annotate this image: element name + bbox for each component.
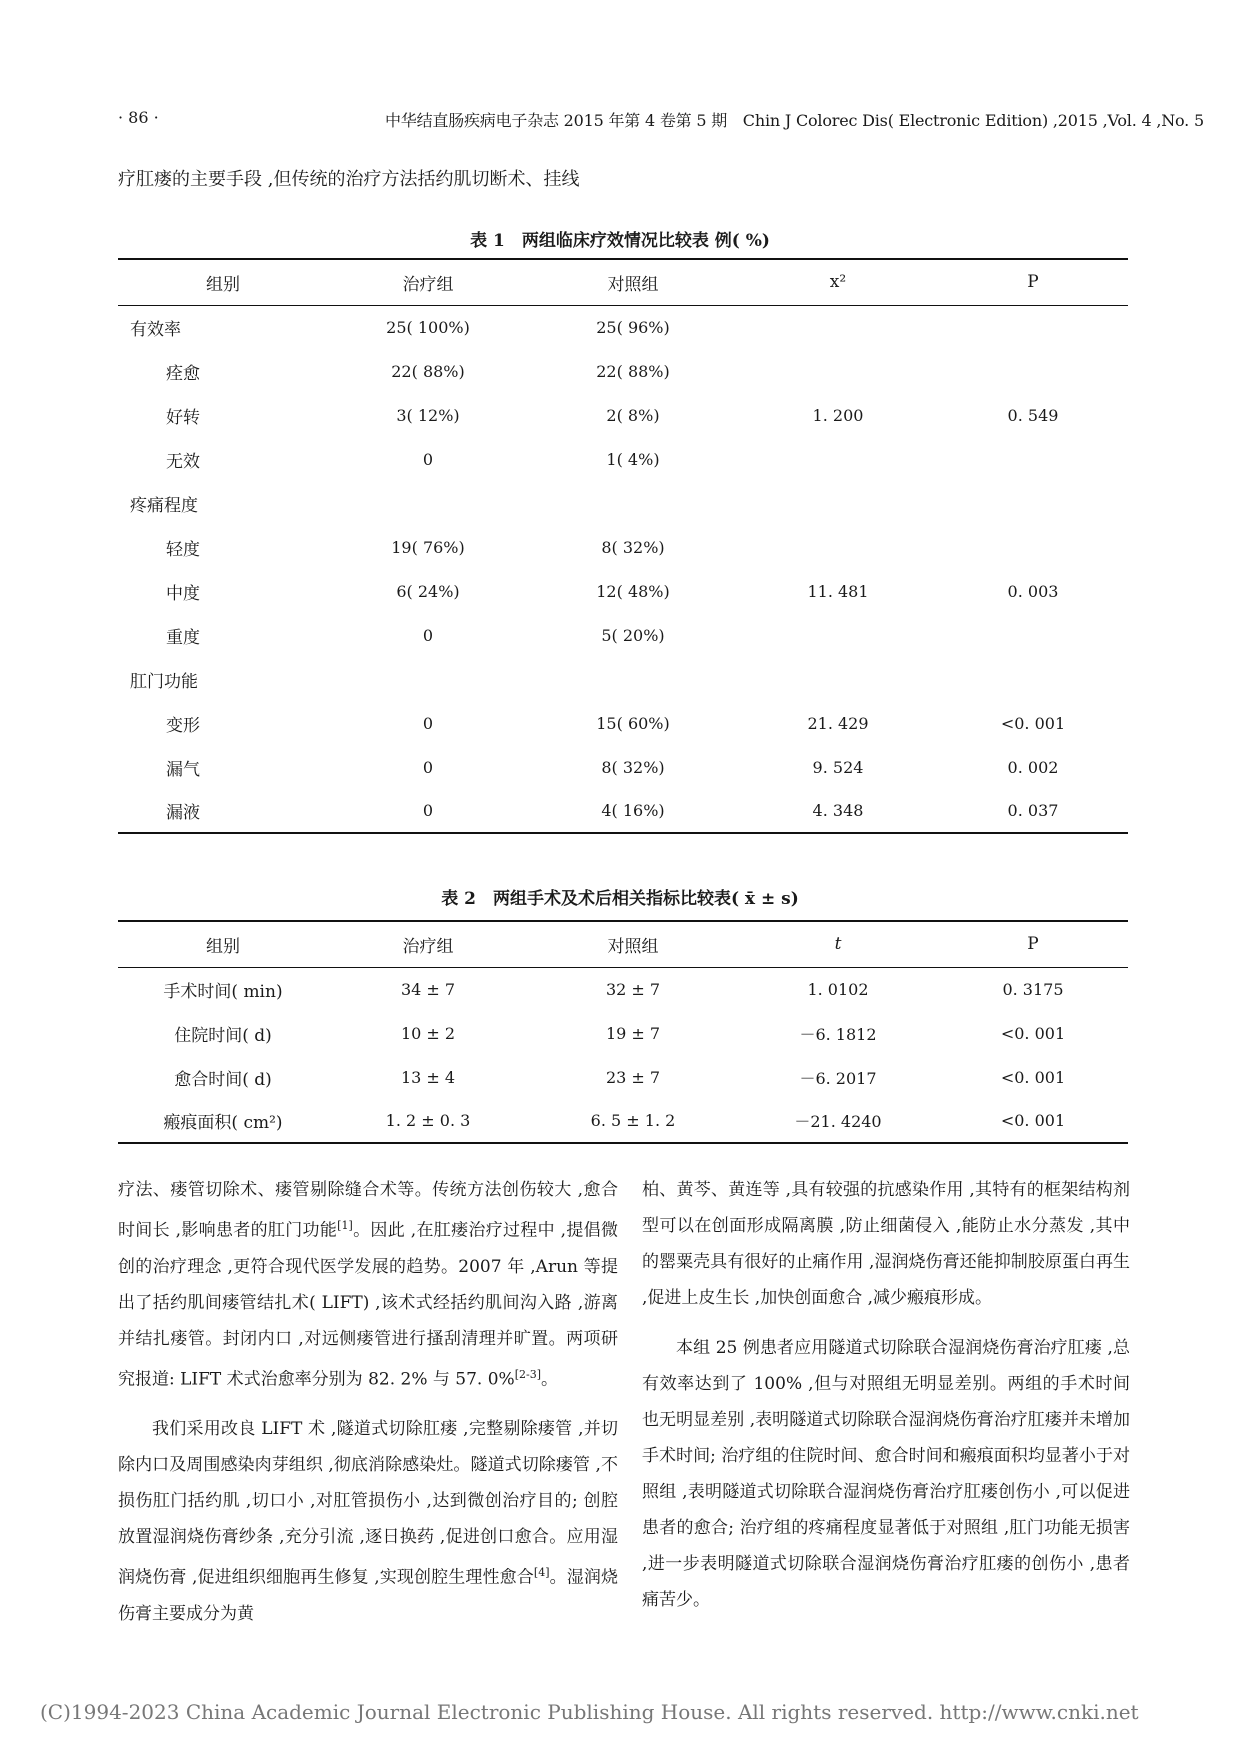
table-cell: 1( 4%) xyxy=(606,449,660,469)
group-label: 有效率 xyxy=(130,319,181,340)
copyright-footer: (C)1994-2023 China Academic Journal Electronic Publishing House. All rights reserved. http://www.cnki.net xyxy=(40,1700,1139,1724)
row-label: 无效 xyxy=(166,451,200,472)
paragraph xyxy=(118,1411,618,1632)
table-cell xyxy=(938,349,1128,393)
row-label: 痊愈 xyxy=(166,363,200,384)
table-row xyxy=(118,393,1128,437)
table-cell: 0. 003 xyxy=(1007,581,1059,601)
row-label: 漏气 xyxy=(166,759,200,780)
table-cell: 9. 524 xyxy=(812,757,864,777)
table-cell xyxy=(738,481,938,525)
citation: [1] xyxy=(337,1219,353,1232)
row-label: 重度 xyxy=(166,627,200,648)
table-cell: 0. 3175 xyxy=(1002,979,1064,999)
table-cell: 0. 037 xyxy=(1007,801,1059,820)
text-run: 。湿润烧伤膏主要成分为黄 xyxy=(118,1567,619,1624)
table-cell: 10 ± 2 xyxy=(400,1023,456,1043)
paragraph: 本组 25 例患者应用隧道式切除联合湿润烧伤膏治疗肛瘘 ,总有效率达到了 100% ,但与对照组无明显差别。两组的手术时间也无明显差别 ,表明隧道式切除联合湿润烧伤膏治疗肛瘘并未增加手术时间; 治疗组的住院时间、愈合时间和瘢痕面积均显著小于对照组 ,表明隧道式切除联合湿润烧伤膏治疗肛瘘创伤小 ,可以促进患者的愈合; 治疗组的疼痛程度显著低于对照组 ,肛门功能无损害 ,进一步表明隧道式切除联合湿润烧伤膏治疗肛瘘的创伤小 ,患者痛苦少。 xyxy=(642,1338,1130,1610)
table-cell: 0. 002 xyxy=(1007,757,1059,777)
table-row xyxy=(118,1099,1128,1143)
table-cell: 21. 429 xyxy=(807,713,869,733)
paragraph xyxy=(118,1172,618,1397)
table-cell: 0 xyxy=(422,625,434,645)
table-cell xyxy=(738,657,938,701)
table2-header-row xyxy=(118,921,1128,967)
table-cell: 15( 60%) xyxy=(596,713,670,733)
table-cell: －6. 1812 xyxy=(799,1024,877,1044)
row-label: 变形 xyxy=(166,715,200,736)
table2 xyxy=(118,920,1128,1144)
table-cell xyxy=(938,525,1128,569)
table-cell: 32 ± 7 xyxy=(605,979,661,999)
table-cell: <0. 001 xyxy=(1000,1023,1066,1043)
table-cell xyxy=(328,481,528,525)
table-row xyxy=(118,437,1128,481)
table-cell: 8( 32%) xyxy=(601,537,665,557)
table-cell: 1. 2 ± 0. 3 xyxy=(385,1111,471,1130)
table2-header-cell: 治疗组 xyxy=(328,921,528,967)
table2-header-cell: P xyxy=(938,921,1128,967)
table-row xyxy=(118,789,1128,833)
row-label: 中度 xyxy=(166,583,200,604)
table-row xyxy=(118,305,1128,349)
row-label: 住院时间( d) xyxy=(174,1025,272,1046)
table-row xyxy=(118,613,1128,657)
table-cell: 4( 16%) xyxy=(601,801,665,820)
paragraph: 柏、黄芩、黄连等 ,具有较强的抗感染作用 ,其特有的框架结构剂型可以在创面形成隔离膜 ,防止细菌侵入 ,能防止水分蒸发 ,其中的罂粟壳具有很好的止痛作用 ,湿润烧伤膏还能抑制胶原蛋白再生 ,促进上皮生长 ,加快创面愈合 ,减少瘢痕形成。 xyxy=(642,1180,1130,1308)
table2-header-cell: 对照组 xyxy=(528,921,738,967)
table-cell xyxy=(528,481,738,525)
row-label: 漏液 xyxy=(166,803,200,823)
table-cell: <0. 001 xyxy=(1000,1067,1066,1087)
table-cell: 13 ± 4 xyxy=(400,1067,456,1087)
table-cell xyxy=(738,305,938,349)
table1-header-cell: 治疗组 xyxy=(328,259,528,305)
table-cell: 2( 8%) xyxy=(606,405,660,425)
table-cell: 1. 200 xyxy=(812,405,864,425)
table-cell xyxy=(738,613,938,657)
table-cell: －6. 2017 xyxy=(799,1068,877,1088)
table-row xyxy=(118,745,1128,789)
table-cell: <0. 001 xyxy=(1000,713,1066,733)
text-run: 我们采用改良 LIFT 术 ,隧道式切除肛瘘 ,完整剔除瘘管 ,并切除内口及周围感染肉芽组织 ,彻底消除感染灶。隧道式切除瘘管 ,不损伤肛门括约肌 ,切口小 ,对肛管损伤小 ,达到微创治疗目的; 创腔放置湿润烧伤膏纱条 ,充分引流 ,逐日换药 ,促进创口愈合。应用湿润烧伤膏 ,促进组织细胞再生修复 ,实现创腔生理性愈合 xyxy=(118,1419,618,1588)
table-cell: 6( 24%) xyxy=(396,581,460,601)
text-run: 。因此 ,在肛瘘治疗过程中 ,提倡微创的治疗理念 ,更符合现代医学发展的趋势。2007 年 ,Arun 等提出了括约肌间瘘管结扎术( LIFT) ,该术式经括约肌间沟入路 ,游离并结扎瘘管。封闭内口 ,对远侧瘘管进行搔刮清理并旷置。两项研究报道: LIFT 术式治愈率分别为 82. 2% 与 57. 0% xyxy=(118,1220,618,1390)
table-cell: 4. 348 xyxy=(812,801,864,820)
table-cell: 3( 12%) xyxy=(396,405,460,425)
table-cell: 6. 5 ± 1. 2 xyxy=(590,1111,676,1130)
table-cell: 23 ± 7 xyxy=(605,1067,661,1087)
table1-caption: 表 1 两组临床疗效情况比较表 例( %) xyxy=(470,231,770,251)
table2-caption: 表 2 两组手术及术后相关指标比较表( x̄ ± s) xyxy=(441,889,799,909)
table-cell: 0 xyxy=(422,713,434,733)
row-label: 轻度 xyxy=(166,539,200,560)
table-row xyxy=(118,481,1128,525)
table-cell: 22( 88%) xyxy=(391,361,465,381)
table-cell: 0 xyxy=(422,757,434,777)
table-cell: 0 xyxy=(422,801,434,820)
left-text-column xyxy=(118,1172,618,1632)
table-cell: 8( 32%) xyxy=(601,757,665,777)
table1-header-cell: P xyxy=(938,259,1128,305)
table-cell: 5( 20%) xyxy=(601,625,665,645)
table-row xyxy=(118,525,1128,569)
right-text-column xyxy=(642,1172,1130,1618)
table2-header-cell: t xyxy=(738,921,938,967)
text-run: 。 xyxy=(541,1369,558,1390)
table1-header-cell: x² xyxy=(738,259,938,305)
table1-header-cell: 对照组 xyxy=(528,259,738,305)
table-row xyxy=(118,701,1128,745)
table1-header-cell: 组别 xyxy=(118,259,328,305)
running-header: 中华结直肠疾病电子杂志 2015 年第 4 卷第 5 期 Chin J Colorec Dis( Electronic Edition) ,2015 ,Vol. 4 ,No. 5 xyxy=(385,111,1204,130)
row-label: 手术时间( min) xyxy=(163,981,283,1002)
table-cell xyxy=(738,437,938,481)
page-number: · 86 · xyxy=(118,108,159,127)
table-cell: 25( 100%) xyxy=(386,317,470,337)
table-cell xyxy=(938,613,1128,657)
table-cell: 11. 481 xyxy=(807,581,869,601)
table-cell xyxy=(738,349,938,393)
table-cell xyxy=(938,481,1128,525)
table-cell: 0. 549 xyxy=(1007,405,1059,425)
table1-header-row xyxy=(118,259,1128,305)
table-cell: 1. 0102 xyxy=(807,979,869,999)
table-cell: 25( 96%) xyxy=(596,317,670,337)
row-label: 瘢痕面积( cm²) xyxy=(163,1113,283,1133)
table-cell xyxy=(938,437,1128,481)
table-row xyxy=(118,657,1128,701)
table-row xyxy=(118,349,1128,393)
intro-text-line: 疗肛瘘的主要手段 ,但传统的治疗方法括约肌切断术、挂线 xyxy=(118,169,580,190)
row-label: 好转 xyxy=(166,407,200,428)
table-cell xyxy=(528,657,738,701)
table-cell xyxy=(328,657,528,701)
table-cell xyxy=(738,525,938,569)
table-cell: 19( 76%) xyxy=(391,537,465,557)
table-row xyxy=(118,967,1128,1011)
table-cell: 22( 88%) xyxy=(596,361,670,381)
group-label: 疼痛程度 xyxy=(130,495,198,516)
table-cell: 12( 48%) xyxy=(596,581,670,601)
table-cell xyxy=(938,305,1128,349)
group-label: 肛门功能 xyxy=(130,671,198,692)
citation: [2-3] xyxy=(514,1367,541,1381)
table2-header-cell: 组别 xyxy=(118,921,328,967)
table-row xyxy=(118,569,1128,613)
table-cell: 19 ± 7 xyxy=(605,1023,661,1043)
table-cell: 34 ± 7 xyxy=(400,979,456,999)
row-label: 愈合时间( d) xyxy=(174,1069,272,1090)
citation: [4] xyxy=(533,1566,550,1580)
table-cell: <0. 001 xyxy=(1000,1111,1066,1130)
text-run: 疗法、瘘管切除术、瘘管剔除缝合术等。传统方法创伤较大 ,愈合时间长 ,影响患者的肛门功能 xyxy=(118,1180,618,1241)
table-cell xyxy=(938,657,1128,701)
table-row xyxy=(118,1011,1128,1055)
table-row xyxy=(118,1055,1128,1099)
table-cell: 0 xyxy=(422,449,434,469)
table-cell: －21. 4240 xyxy=(794,1112,882,1131)
table1 xyxy=(118,258,1128,834)
